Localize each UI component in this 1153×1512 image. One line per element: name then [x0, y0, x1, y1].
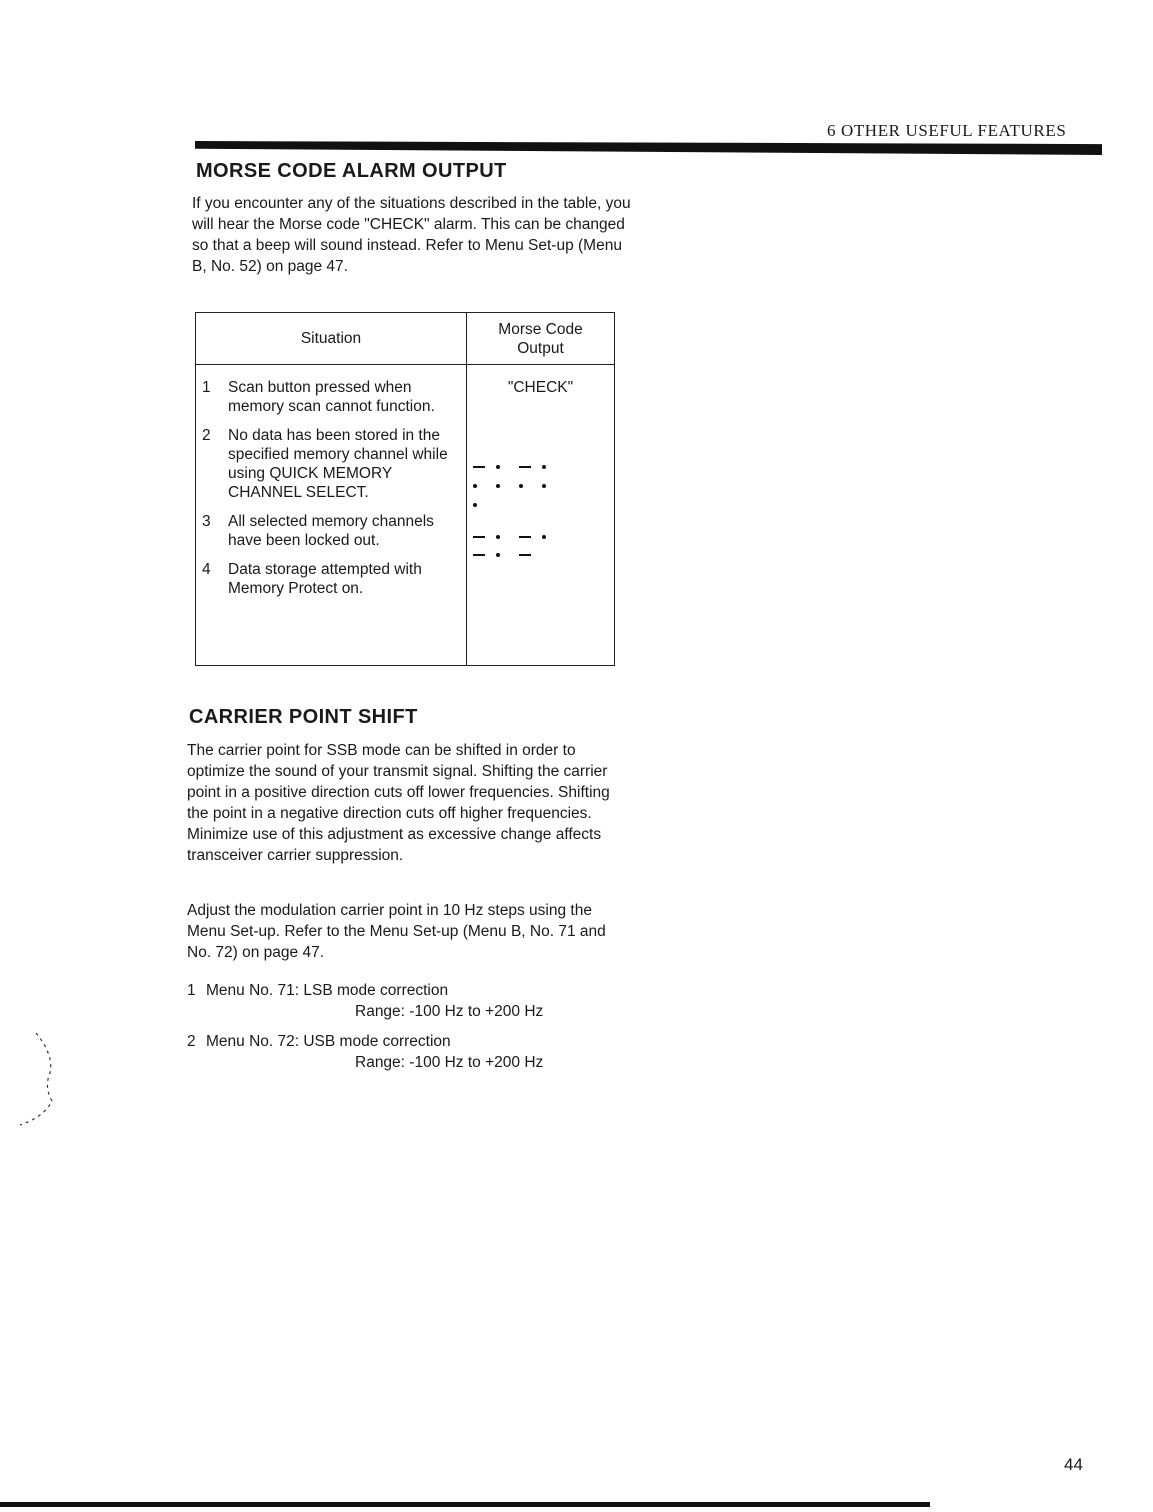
row-situation: All selected memory channels have been locked out. — [228, 513, 434, 549]
table-row — [202, 378, 460, 416]
list-item-text: Menu No. 72: USB mode correction — [206, 1033, 451, 1050]
morse-dot — [519, 484, 523, 488]
list-item-text: Menu No. 71: LSB mode correction — [206, 982, 449, 999]
list-item-number: 2 — [187, 1033, 196, 1050]
row-number: 4 — [202, 561, 211, 578]
table-row — [202, 560, 460, 598]
output-cell — [467, 365, 615, 666]
morse-dot — [542, 535, 546, 539]
list-item — [187, 980, 543, 1022]
row-number: 1 — [202, 379, 211, 396]
morse-dot — [542, 484, 546, 488]
morse-dot — [496, 553, 500, 557]
morse-alarm-table — [195, 312, 615, 666]
morse-dot — [473, 503, 477, 507]
morse-dash — [519, 554, 531, 556]
table-header-situation: Situation — [196, 313, 467, 365]
row-situation: Scan button pressed when memory scan cannot function. — [228, 379, 435, 415]
header-rule — [195, 141, 1102, 155]
morse-dot — [496, 535, 500, 539]
morse-dash — [473, 554, 485, 556]
adjust-paragraph: Adjust the modulation carrier point in 10 Hz steps using the Menu Set-up. Refer to the Menu Set-up (Menu B, No. 71 and No. 72) on page 47. — [187, 902, 606, 961]
carrier-section-title: CARRIER POINT SHIFT — [189, 706, 418, 728]
list-item-number: 1 — [187, 982, 196, 999]
morse-dot — [473, 484, 477, 488]
scan-margin-mark — [14, 1025, 64, 1135]
row-situation: Data storage attempted with Memory Protect on. — [228, 561, 422, 597]
morse-dot — [496, 484, 500, 488]
row-situation: No data has been stored in the specified memory channel while using QUICK MEMORY CHANNEL SELECT. — [228, 427, 448, 501]
situations-cell — [196, 365, 467, 666]
page-number: 44 — [1064, 1455, 1083, 1474]
table-header-output — [467, 313, 615, 365]
table-row — [202, 426, 460, 502]
morse-code-pattern — [473, 460, 603, 580]
table-header-output-label: Morse Code Output — [498, 320, 583, 357]
morse-dash — [473, 536, 485, 538]
footer-rule — [0, 1502, 930, 1507]
row-number: 3 — [202, 513, 211, 530]
carrier-paragraph: The carrier point for SSB mode can be shifted in order to optimize the sound of your transmit signal. Shifting the carrier point in a positive direction cuts off lower frequencies. Shifting the point in a negative direction cuts off higher frequencies. Minimize use of this adjustment as excessive change affects transceiver carrier suppression. — [187, 742, 610, 864]
morse-dash — [519, 536, 531, 538]
morse-section-title: MORSE CODE ALARM OUTPUT — [196, 160, 507, 182]
row-number: 2 — [202, 427, 211, 444]
list-item-range: Range: -100 Hz to +200 Hz — [355, 1003, 544, 1020]
table-row — [202, 512, 460, 550]
chapter-title: 6 OTHER USEFUL FEATURES — [827, 121, 1067, 140]
list-item-range: Range: -100 Hz to +200 Hz — [355, 1054, 544, 1071]
morse-dot — [496, 465, 500, 469]
check-output-label: "CHECK" — [507, 379, 574, 396]
morse-dash — [473, 466, 485, 468]
morse-dot — [542, 465, 546, 469]
morse-intro-paragraph: If you encounter any of the situations described in the table, you will hear the Morse code "CHECK" alarm. This can be changed so that a beep will sound instead. Refer to Menu Set-up (Menu B, No. 52) on page 47. — [192, 195, 631, 275]
menu-correction-list — [187, 980, 543, 1082]
morse-dash — [519, 466, 531, 468]
list-item — [187, 1031, 543, 1073]
